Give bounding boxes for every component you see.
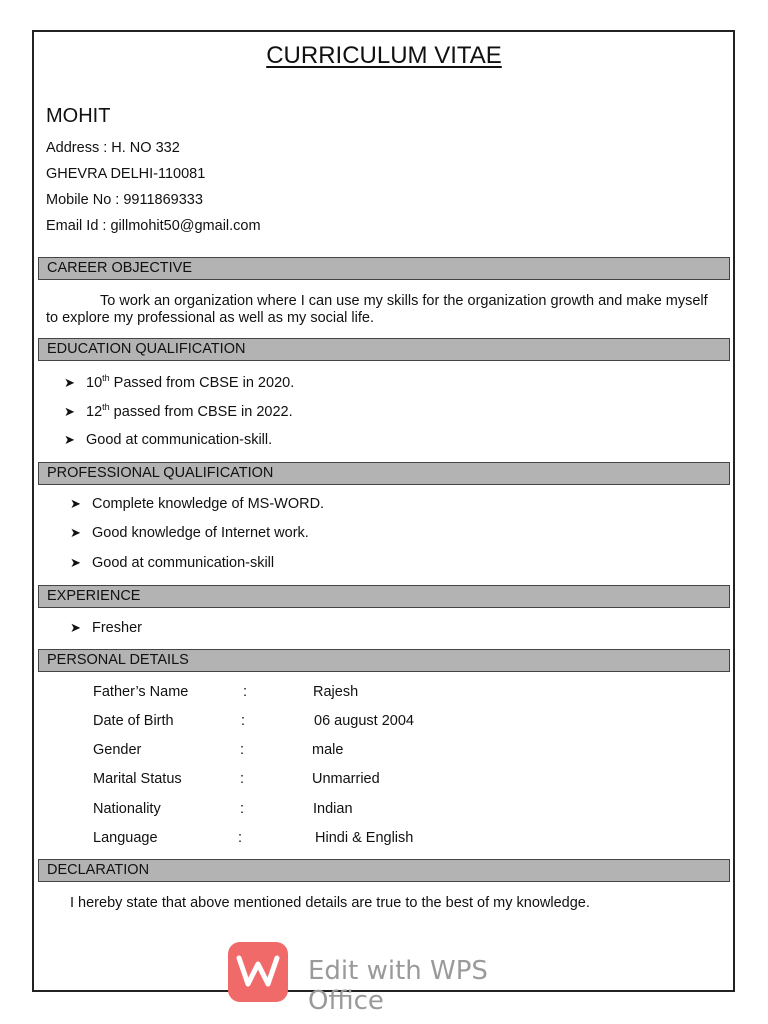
candidate-name: MOHIT (46, 105, 111, 127)
detail-value: Hindi & English (315, 830, 414, 846)
list-item: ➤ Good at communication-skill. (64, 432, 273, 448)
section-career-objective (38, 257, 730, 280)
section-declaration (38, 859, 730, 882)
section-experience (38, 585, 730, 608)
email-line: Email Id : gillmohit50@gmail.com (46, 218, 261, 234)
arrowhead-icon: ➤ (64, 374, 75, 390)
career-objective-text: To work an organization where I can use my skills for the organization growth and make myself to explore my professional as well as my social life. (46, 293, 708, 326)
detail-colon: : (240, 742, 245, 758)
section-heading: EDUCATION QUALIFICATION (47, 341, 246, 357)
section-heading: EXPERIENCE (47, 588, 141, 604)
arrowhead-icon: ➤ (70, 496, 81, 511)
detail-value: Indian (313, 801, 353, 817)
detail-colon: : (238, 830, 243, 846)
detail-colon: : (240, 801, 245, 817)
section-heading: CAREER OBJECTIVE (47, 260, 193, 276)
wps-watermark-text: Edit with WPS Office (308, 956, 488, 1016)
detail-value: Rajesh (313, 684, 359, 700)
mobile-line: Mobile No : 9911869333 (46, 192, 203, 208)
detail-colon: : (243, 684, 248, 700)
list-item: ➤ 12th passed from CBSE in 2022. (64, 402, 293, 420)
detail-label: Date of Birth (93, 713, 174, 729)
section-heading: PROFESSIONAL QUALIFICATION (47, 465, 274, 481)
detail-label: Nationality (93, 801, 161, 817)
section-personal-details (38, 649, 730, 672)
arrowhead-icon: ➤ (70, 620, 81, 635)
detail-label: Gender (93, 742, 142, 758)
list-item: ➤ Good at communication-skill (70, 555, 275, 571)
list-item: ➤ 10th Passed from CBSE in 2020. (64, 373, 295, 391)
arrowhead-icon: ➤ (64, 432, 75, 447)
wps-w-icon (236, 954, 280, 990)
detail-value: male (312, 742, 344, 758)
declaration-text: I hereby state that above mentioned details are true to the best of my knowledge. (70, 895, 590, 911)
wps-watermark[interactable] (228, 942, 568, 1016)
detail-label: Father’s Name (93, 684, 189, 700)
section-heading: DECLARATION (47, 862, 150, 878)
address-line: Address : H. NO 332 (46, 140, 180, 156)
detail-label: Marital Status (93, 771, 182, 787)
wps-logo-icon (228, 942, 288, 1002)
document-title: CURRICULUM VITAE (266, 42, 502, 69)
city-line: GHEVRA DELHI-110081 (46, 166, 206, 182)
arrowhead-icon: ➤ (70, 555, 81, 570)
section-heading: PERSONAL DETAILS (47, 652, 189, 668)
detail-colon: : (240, 771, 245, 787)
section-professional (38, 462, 730, 485)
list-item: ➤ Complete knowledge of MS-WORD. (70, 496, 325, 512)
detail-value: Unmarried (312, 771, 380, 787)
list-item: ➤ Fresher (70, 620, 142, 636)
detail-label: Language (93, 830, 158, 846)
section-education (38, 338, 730, 361)
detail-value: 06 august 2004 (314, 713, 414, 729)
arrowhead-icon: ➤ (70, 525, 81, 540)
detail-colon: : (241, 713, 246, 729)
arrowhead-icon: ➤ (64, 403, 75, 419)
list-item: ➤ Good knowledge of Internet work. (70, 525, 309, 541)
